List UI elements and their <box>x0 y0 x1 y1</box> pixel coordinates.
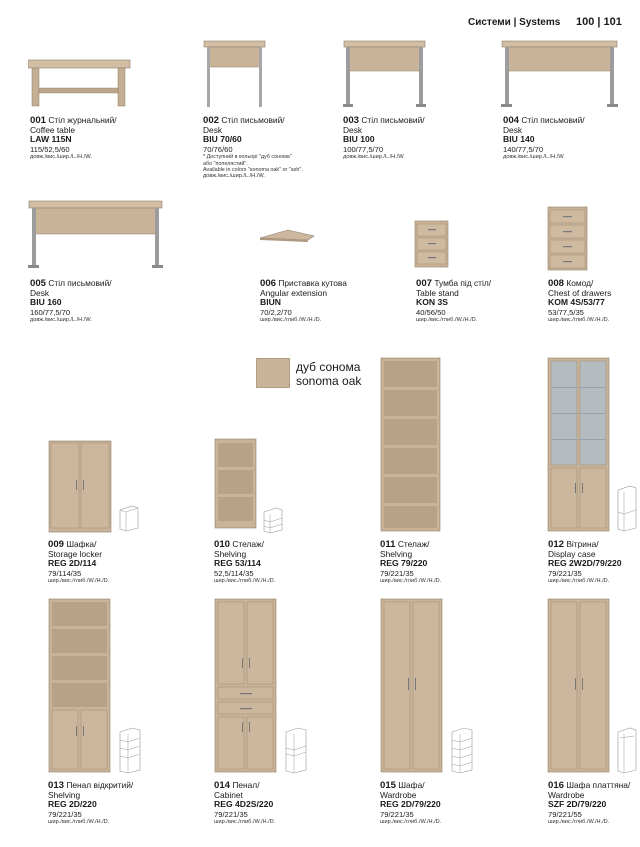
color-swatch-labels <box>296 360 361 388</box>
product-number: 009 <box>48 539 65 550</box>
product-code: REG 2D/220 <box>48 799 97 810</box>
dimension-legend: довж./вис./шир./L./H./W. <box>503 154 565 161</box>
product-caption-001 <box>30 116 150 161</box>
product-code: REG 2D/114 <box>48 558 97 569</box>
product-code: SZF 2D/79/220 <box>548 799 607 810</box>
dimension-legend: довж./вис./шир./L./H./W. <box>203 172 265 179</box>
product-number: 006 <box>260 278 277 289</box>
product-code: KON 3S <box>416 297 448 308</box>
swatch-label-ua: дуб сонома <box>296 360 361 374</box>
product-name-en: Angular extension <box>260 287 328 298</box>
product-code: REG 4D2S/220 <box>214 799 274 810</box>
product-code: BIU 100 <box>343 134 375 145</box>
product-name-ua: Стіл письмовий/ <box>521 115 585 125</box>
product-caption-016 <box>548 781 640 826</box>
product-code: BIU 70/60 <box>203 134 242 145</box>
color-availability-note: * Доступний в кольорі "дуб сонома" або "попелястий". Available in colors "sonoma oak" or "ash". <box>203 154 303 173</box>
product-number: 001 <box>30 115 47 126</box>
product-name-en: Wardrobe <box>548 789 585 800</box>
dimension-legend: шир./вис./глиб./W./H./D. <box>416 317 478 324</box>
product-code: REG 2D/79/220 <box>380 799 441 810</box>
product-caption-002 <box>203 116 343 179</box>
product-name-ua: Тумба під стіл/ <box>434 278 492 288</box>
product-number: 014 <box>214 780 231 791</box>
dimension-legend: шир./вис./глиб./W./H./D. <box>380 578 442 585</box>
product-name-en: Coffee table <box>30 124 76 135</box>
product-name-en: Desk <box>503 124 523 135</box>
dimension-legend: довж./вис./шир./L./H./W. <box>30 154 92 161</box>
product-dimensions: 79/221/35 <box>214 809 248 819</box>
product-dimensions: 40/56/50 <box>416 307 446 317</box>
product-name-ua: Шафка/ <box>66 539 97 549</box>
product-dimensions: 79/221/35 <box>380 568 414 578</box>
product-name-ua: Стелаж/ <box>397 539 430 549</box>
dimension-legend: довж./вис./шир./L./H./W. <box>343 154 405 161</box>
product-name-en: Shelving <box>214 548 247 559</box>
product-name-en: Desk <box>30 287 50 298</box>
product-caption-011 <box>380 540 500 585</box>
product-code: REG 79/220 <box>380 558 428 569</box>
product-name-ua: Стіл письмовий/ <box>361 115 425 125</box>
product-dimensions: 79/221/35 <box>48 809 82 819</box>
product-name-ua: Вітрина/ <box>566 539 599 549</box>
product-name-en: Storage locker <box>48 548 102 559</box>
product-dimensions: 70/2,2/70 <box>260 307 292 317</box>
product-name-ua: Стелаж/ <box>232 539 264 549</box>
dimension-legend: шир./вис./глиб./W./H./D. <box>260 317 322 324</box>
product-name-ua: Пенал/ <box>232 780 260 790</box>
product-name-ua: Стіл журнальний/ <box>48 115 117 125</box>
product-number: 013 <box>48 780 65 791</box>
product-name-en: Shelving <box>380 548 413 559</box>
dimension-legend: шир./вис./глиб./W./H./D. <box>214 578 276 585</box>
product-name-ua: Стіл письмовий/ <box>221 115 285 125</box>
product-number: 012 <box>548 539 565 550</box>
product-name-en: Chest of drawers <box>548 287 612 298</box>
product-number: 003 <box>343 115 360 126</box>
product-name-ua: Комод/ <box>566 278 594 288</box>
product-dimensions: 52,5/114/35 <box>214 568 254 578</box>
dimension-legend: шир./вис./глиб./W./H./D. <box>380 819 442 826</box>
product-name-en: Desk <box>203 124 223 135</box>
product-caption-003 <box>343 116 463 161</box>
product-name-en: Display case <box>548 548 596 559</box>
product-name-ua: Пенал відкритий/ <box>66 780 134 790</box>
dimension-legend: довж./вис./шир./L./H./W. <box>30 317 92 324</box>
product-name-ua: Стіл письмовий/ <box>48 278 112 288</box>
product-code: REG 53/114 <box>214 558 261 569</box>
product-caption-006 <box>260 279 385 324</box>
product-caption-015 <box>380 781 500 826</box>
product-name-ua: Приставка кутова <box>278 278 347 288</box>
product-dimensions: 79/221/35 <box>380 809 414 819</box>
product-name-en: Desk <box>343 124 363 135</box>
product-name-en: Wardrobe <box>380 789 417 800</box>
product-name-en: Cabinet <box>214 789 243 800</box>
product-number: 002 <box>203 115 220 126</box>
product-code: BIU 160 <box>30 297 62 308</box>
product-caption-014 <box>214 781 334 826</box>
product-code: LAW 115N <box>30 134 72 145</box>
product-code: KOM 4S/53/77 <box>548 297 605 308</box>
product-dimensions: 160/77,5/70 <box>30 307 71 317</box>
product-number: 004 <box>503 115 520 126</box>
section-title: Системи | Systems <box>468 17 561 28</box>
product-caption-008 <box>548 279 640 324</box>
product-dimensions: 79/221/35 <box>548 568 582 578</box>
product-dimensions: 79/114/35 <box>48 568 82 578</box>
dimension-legend: шир./вис./глиб./W./H./D. <box>548 819 610 826</box>
product-dimensions: 140/77,5/70 <box>503 144 544 154</box>
page-numbers: 100 | 101 <box>576 16 622 28</box>
product-name-en: Table stand <box>416 287 459 298</box>
product-dimensions: 53/77,5/35 <box>548 307 584 317</box>
dimension-legend: шир./вис./глиб./W./H./D. <box>48 578 110 585</box>
product-caption-013 <box>48 781 168 826</box>
product-caption-010 <box>214 540 334 585</box>
product-dimensions: 100/77,5/70 <box>343 144 384 154</box>
product-code: REG 2W2D/79/220 <box>548 558 622 569</box>
dimension-legend: шир./вис./глиб./W./H./D. <box>548 317 610 324</box>
product-dimensions: 79/221/55 <box>548 809 582 819</box>
dimension-legend: шир./вис./глиб./W./H./D. <box>214 819 276 826</box>
product-caption-005 <box>30 279 150 324</box>
product-dimensions: 115/52,5/60 <box>30 144 70 154</box>
color-swatch-sonoma-oak <box>256 358 290 388</box>
product-name-en: Shelving <box>48 789 81 800</box>
product-name-ua: Шафа/ <box>398 780 425 790</box>
product-caption-009 <box>48 540 168 585</box>
product-name-ua: Шафа платтяна/ <box>566 780 631 790</box>
dimension-legend: шир./вис./глиб./W./H./D. <box>548 578 610 585</box>
product-caption-007 <box>416 279 536 324</box>
product-code: BIU 140 <box>503 134 535 145</box>
product-number: 015 <box>380 780 397 791</box>
product-caption-012 <box>548 540 640 585</box>
product-number: 005 <box>30 278 47 289</box>
dimension-legend: шир./вис./глиб./W./H./D. <box>48 819 110 826</box>
product-caption-004 <box>503 116 623 161</box>
product-dimensions: 70/76/60 <box>203 144 233 154</box>
product-number: 010 <box>214 539 231 550</box>
product-number: 011 <box>380 539 396 550</box>
product-number: 016 <box>548 780 565 791</box>
product-code: BIUN <box>260 297 282 308</box>
swatch-label-en: sonoma oak <box>296 374 362 388</box>
product-number: 007 <box>416 278 433 289</box>
product-number: 008 <box>548 278 565 289</box>
